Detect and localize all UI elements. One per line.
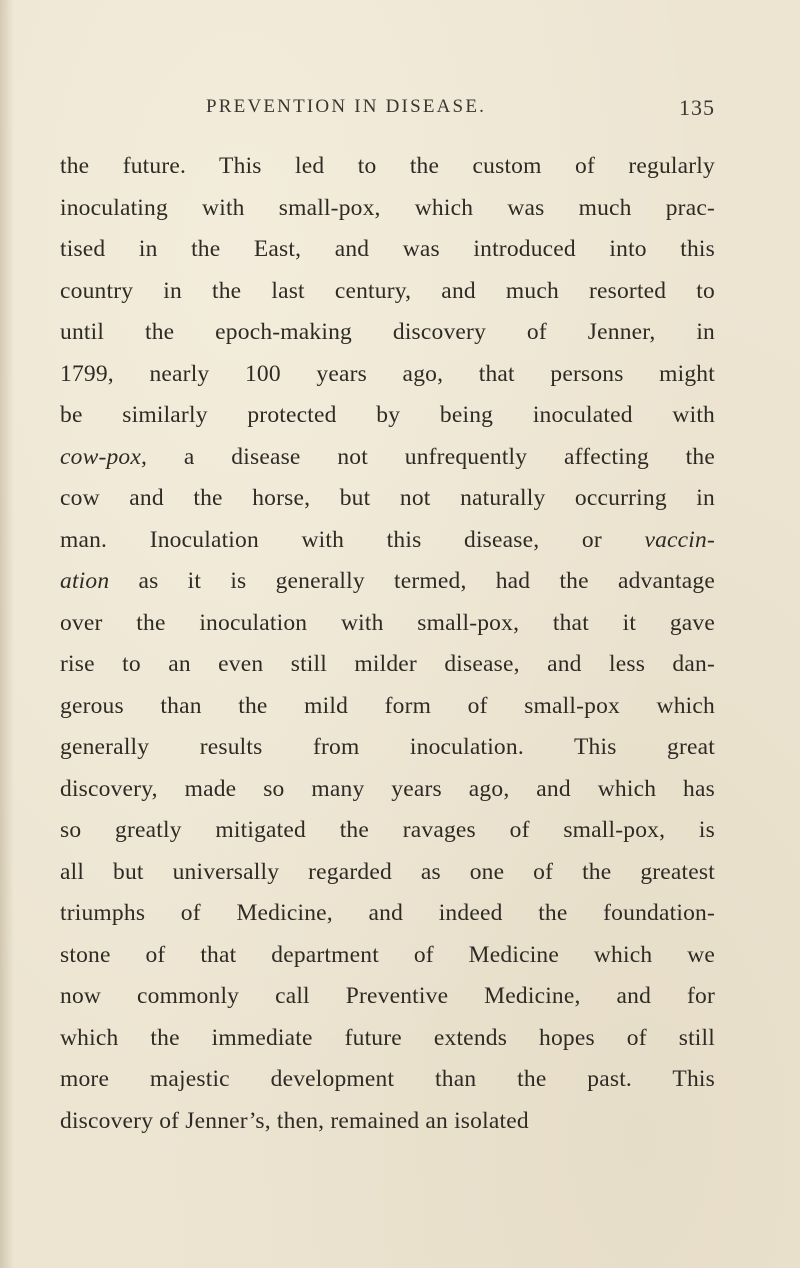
line-text: more majestic development than the past. This bbox=[60, 1066, 715, 1092]
line-text: as it is generally termed, had the advantage bbox=[109, 568, 715, 594]
text-line bbox=[60, 893, 715, 935]
text-line bbox=[60, 976, 715, 1018]
text-line bbox=[60, 271, 715, 313]
text-line bbox=[60, 1101, 715, 1143]
line-text: tised in the East, and was introduced into this bbox=[60, 236, 715, 262]
text-line bbox=[60, 603, 715, 645]
line-text: triumphs of Medicine, and indeed the foundation- bbox=[60, 900, 715, 926]
line-text: generally results from inoculation. This great bbox=[60, 734, 715, 760]
line-text: so greatly mitigated the ravages of small-pox, is bbox=[60, 817, 715, 843]
line-text: the future. This led to the custom of regularly bbox=[60, 153, 715, 179]
text-line bbox=[60, 312, 715, 354]
text-line bbox=[60, 146, 715, 188]
italic-term: ation bbox=[60, 568, 110, 594]
line-text: gerous than the mild form of small-pox which bbox=[60, 692, 715, 719]
text-line bbox=[60, 769, 715, 811]
line-text: rise to an even still milder disease, and less dan- bbox=[60, 651, 715, 677]
line-text: inoculating with small-pox, which was much prac- bbox=[60, 194, 715, 221]
line-text: 1799, nearly 100 years ago, that persons might bbox=[60, 360, 715, 387]
line-text: until the epoch-making discovery of Jenner, in bbox=[60, 319, 715, 345]
text-line bbox=[60, 437, 715, 479]
line-text: discovery, made so many years ago, and which has bbox=[60, 775, 715, 802]
line-text: which the immediate future extends hopes of still bbox=[60, 1024, 715, 1051]
text-line bbox=[60, 395, 715, 437]
body-paragraph bbox=[60, 146, 715, 1142]
text-line bbox=[60, 810, 715, 852]
text-line bbox=[60, 188, 715, 230]
text-line bbox=[60, 354, 715, 396]
line-text: country in the last century, and much resorted to bbox=[60, 277, 715, 304]
text-line bbox=[60, 229, 715, 271]
italic-term: vaccin- bbox=[644, 526, 715, 553]
text-line bbox=[60, 520, 715, 562]
text-line bbox=[60, 1059, 715, 1101]
text-line bbox=[60, 1018, 715, 1060]
line-text: now commonly call Preventive Medicine, and for bbox=[60, 983, 715, 1009]
text-line bbox=[60, 686, 715, 728]
running-head bbox=[60, 96, 715, 126]
text-line bbox=[60, 644, 715, 686]
text-line bbox=[60, 727, 715, 769]
line-text: a disease not unfrequently affecting the bbox=[147, 443, 715, 470]
text-line bbox=[60, 561, 715, 603]
line-text: stone of that department of Medicine which we bbox=[60, 941, 715, 968]
line-text: be similarly protected by being inoculated with bbox=[60, 402, 715, 428]
line-text: over the inoculation with small-pox, that it gave bbox=[60, 609, 715, 636]
text-line bbox=[60, 478, 715, 520]
page-number: 135 bbox=[679, 95, 715, 120]
line-text: cow and the horse, but not naturally occurring in bbox=[60, 485, 715, 511]
running-title: PREVENTION IN DISEASE. bbox=[206, 96, 487, 117]
italic-term: cow-pox, bbox=[60, 443, 148, 470]
line-text: discovery of Jenner’s, then, remained an isolated bbox=[60, 1107, 529, 1134]
text-line bbox=[60, 852, 715, 894]
line-text: all but universally regarded as one of the greatest bbox=[60, 858, 715, 885]
page-gutter-shadow bbox=[0, 0, 14, 1268]
text-line bbox=[60, 935, 715, 977]
line-text: man. Inoculation with this disease, or bbox=[60, 526, 645, 553]
